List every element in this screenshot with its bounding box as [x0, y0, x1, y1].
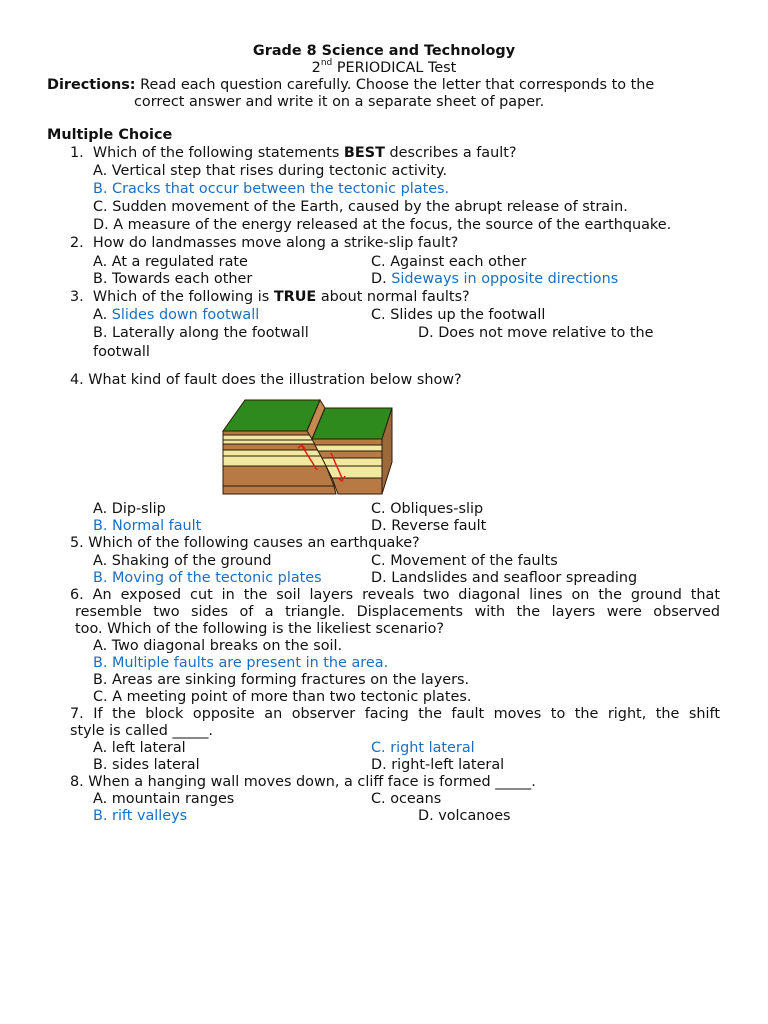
q2-option-b: B. Towards each other — [93, 271, 253, 287]
test-subtitle: 2nd PERIODICAL Test — [311, 58, 457, 76]
test-title: Grade 8 Science and Technology — [252, 43, 516, 59]
q2-option-c: C. Against each other — [371, 254, 527, 270]
q3-option-d-continued: footwall — [93, 344, 150, 360]
question-6-line-1: 6. An exposed cut in the soil layers reveals two diagonal lines on the ground that — [70, 587, 720, 603]
q2-option-d: D. Sideways in opposite directions — [371, 271, 619, 287]
q1-option-c: C. Sudden movement of the Earth, caused by the abrupt release of strain. — [93, 199, 628, 215]
q7-option-d: D. right-left lateral — [371, 757, 505, 773]
q2-option-d-answer: Sideways in opposite directions — [391, 271, 619, 287]
q7-option-a: A. left lateral — [93, 740, 186, 756]
q8-option-c: C. oceans — [371, 791, 442, 807]
q6-option-b-second: B. Areas are sinking forming fractures on the layers. — [93, 672, 470, 688]
q4-option-b-answer: B. Normal fault — [93, 518, 202, 534]
q5-option-b-answer: B. Moving of the tectonic plates — [93, 570, 322, 586]
footwall-grass-top — [223, 400, 320, 431]
question-4: 4. What kind of fault does the illustration below show? — [70, 372, 462, 388]
question-5: 5. Which of the following causes an earthquake? — [70, 535, 420, 551]
hanging-layer-3 — [318, 451, 382, 458]
hanging-layer-1 — [312, 439, 382, 445]
q4-option-c: C. Obliques-slip — [371, 501, 484, 517]
directions-line-1: Directions: Read each question carefully. Choose the letter that corresponds to the — [47, 77, 655, 93]
q6-option-c: C. A meeting point of more than two tectonic plates. — [93, 689, 472, 705]
question-7-line-2: style is called _____. — [70, 723, 213, 739]
question-8: 8. When a hanging wall moves down, a cliff face is formed _____. — [70, 774, 536, 790]
q2-option-a: A. At a regulated rate — [93, 254, 248, 270]
q1-option-d: D. A measure of the energy released at the focus, the source of the earthquake. — [93, 217, 672, 233]
footwall-layer-6 — [223, 466, 334, 486]
hanging-layer-2 — [315, 445, 382, 451]
q6-option-b-answer: B. Multiple faults are present in the area. — [93, 655, 389, 671]
directions-line-2: correct answer and write it on a separate sheet of paper. — [134, 94, 545, 110]
q3-option-a: A. Slides down footwall — [93, 307, 260, 323]
q4-option-d: D. Reverse fault — [371, 518, 487, 534]
hanging-layer-6 — [332, 478, 382, 494]
q3-option-a-answer: Slides down footwall — [111, 307, 260, 323]
footwall-layer-2 — [223, 440, 315, 444]
question-7-line-1: 7. If the block opposite an observer facing the fault moves to the right, the shift — [70, 706, 720, 722]
q6-option-a: A. Two diagonal breaks on the soil. — [93, 638, 343, 654]
question-1: 1. Which of the following statements BEST describes a fault? — [70, 145, 517, 161]
question-3: 3. Which of the following is TRUE about normal faults? — [70, 289, 470, 305]
directions-label: Directions: — [47, 77, 136, 93]
q5-option-c: C. Movement of the faults — [371, 553, 558, 569]
question-6-line-2: resemble two sides of a triangle. Displacements with the layers were observed — [75, 604, 720, 620]
q7-option-c-answer: C. right lateral — [371, 740, 475, 756]
q3-option-d: D. Does not move relative to the — [418, 325, 654, 341]
footwall-layer-1 — [223, 431, 310, 435]
footwall-layer-1b — [223, 435, 313, 440]
q1-option-a: A. Vertical step that rises during tectonic activity. — [93, 163, 448, 179]
section-title: Multiple Choice — [47, 127, 173, 143]
hanging-grass-top — [312, 408, 392, 439]
normal-fault-illustration — [222, 398, 394, 496]
hanging-layer-4 — [322, 458, 382, 466]
q4-option-a: A. Dip-slip — [93, 501, 166, 517]
question-6-line-3: too. Which of the following is the likeliest scenario? — [75, 621, 445, 637]
q1-option-b-answer: B. Cracks that occur between the tectonic plates. — [93, 181, 450, 197]
q8-option-a: A. mountain ranges — [93, 791, 235, 807]
q7-option-b: B. sides lateral — [93, 757, 200, 773]
hanging-layer-5 — [326, 466, 382, 478]
q3-option-c: C. Slides up the footwall — [371, 307, 546, 323]
q8-option-b-answer: B. rift valleys — [93, 808, 188, 824]
q3-option-b: B. Laterally along the footwall — [93, 325, 309, 341]
q5-option-d: D. Landslides and seafloor spreading — [371, 570, 638, 586]
question-2: 2. How do landmasses move along a strike-slip fault? — [70, 235, 459, 251]
footwall-layer-7 — [223, 486, 336, 494]
q8-option-d: D. volcanoes — [418, 808, 511, 824]
q5-option-a: A. Shaking of the ground — [93, 553, 272, 569]
